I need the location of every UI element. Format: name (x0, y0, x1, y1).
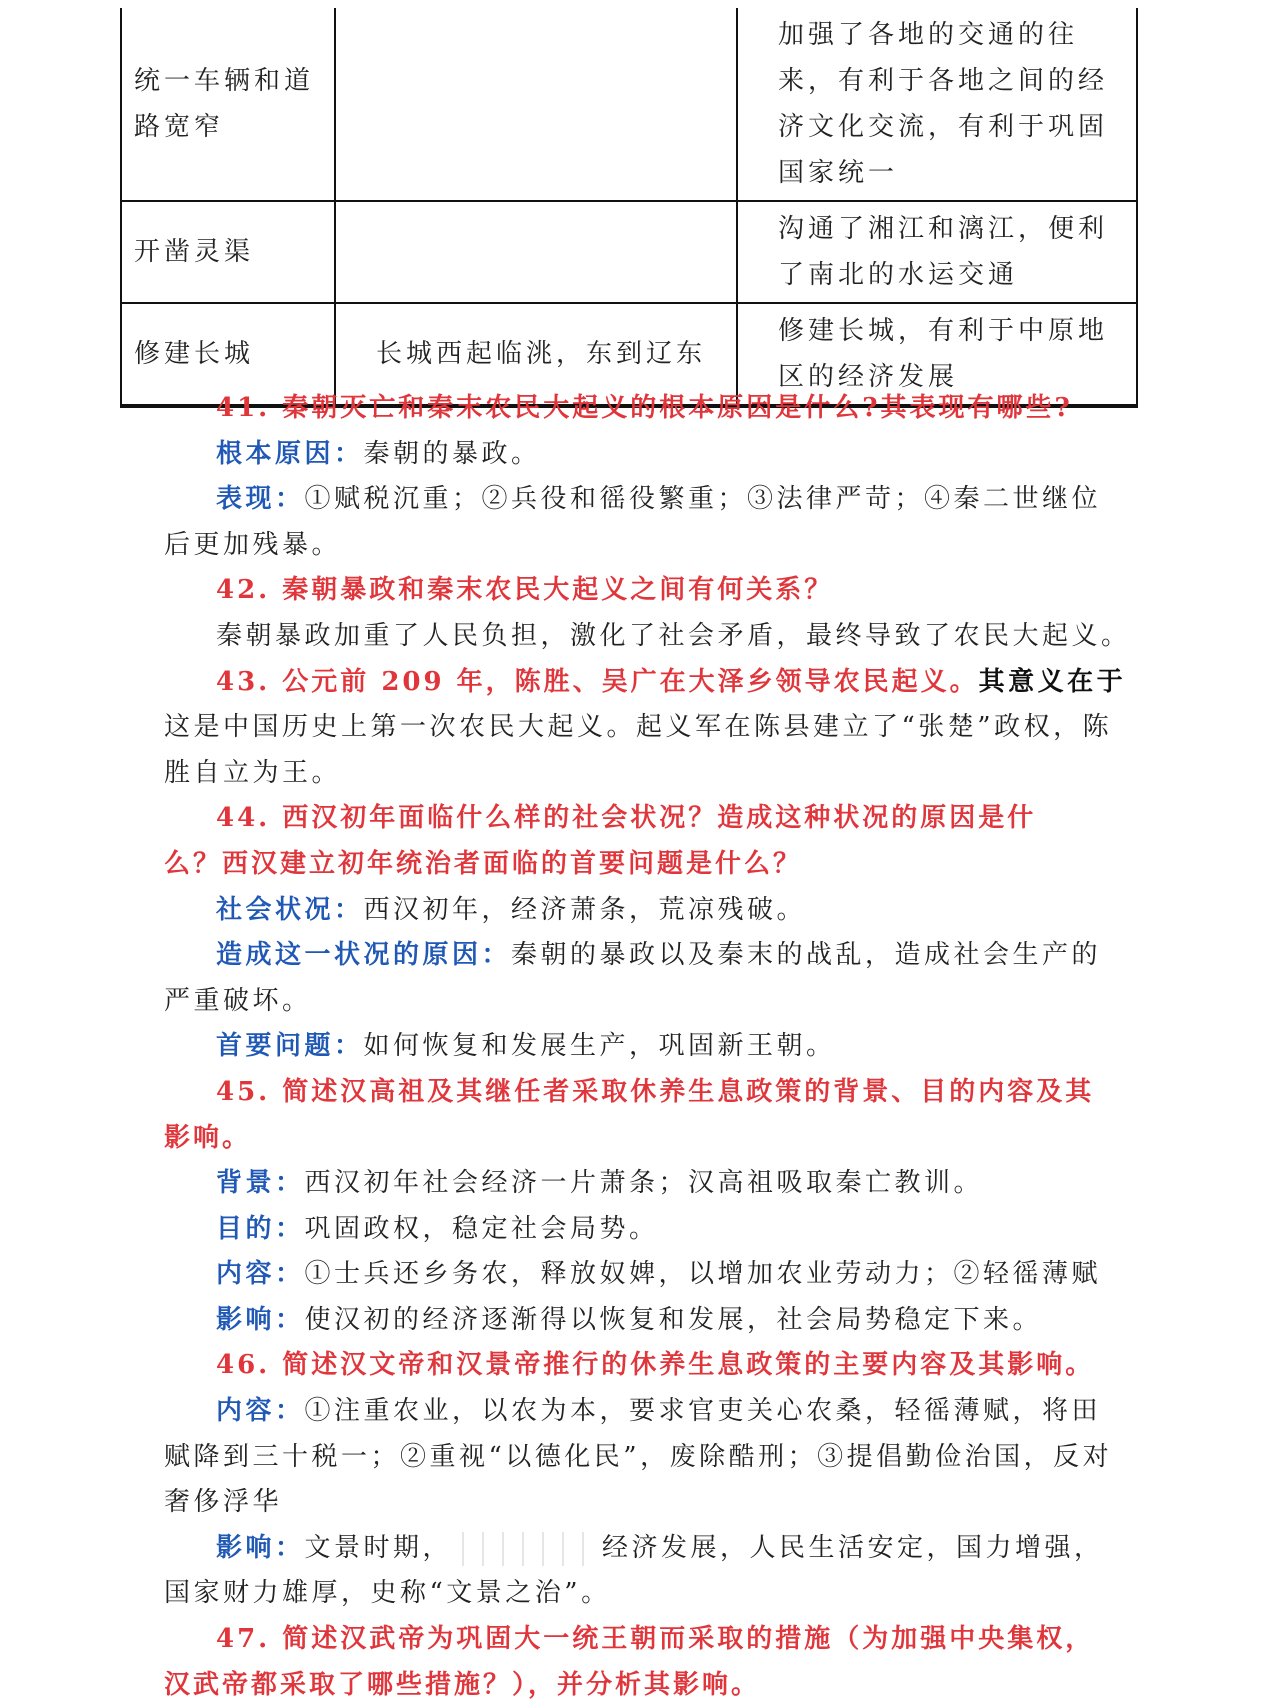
answer-41-cause (164, 432, 1140, 478)
answer-45-bg (164, 1161, 1140, 1207)
bg-text: 西汉初年社会经济一片萧条；汉高祖吸取秦亡教训。 (304, 1168, 984, 1199)
content-text: ①注重农业，以农为本，要求官吏关心农桑，轻徭薄赋，将田 (304, 1396, 1102, 1427)
show-text: ①赋税沉重；②兵役和徭役繁重；③法律严苛；④秦二世继位 (304, 484, 1102, 515)
show-label: 表现： (216, 484, 305, 515)
content-cell (335, 201, 737, 303)
content-label: 内容： (216, 1259, 305, 1290)
answer-42: 秦朝暴政加重了人民负担，激化了社会矛盾，最终导致了农民大起义。 (216, 620, 1131, 651)
measure-cell: 开凿灵渠 (121, 201, 335, 303)
watermark-overlay (452, 1532, 602, 1566)
cause-text: 秦朝的暴政以及秦末的战乱，造成社会生产的 (511, 940, 1102, 971)
measure-cell: 统一车辆和道路宽窄 (121, 8, 335, 201)
answer-46-content (164, 1389, 1140, 1435)
answer-44-cause (164, 933, 1140, 979)
answer-46-effect (164, 1526, 1140, 1572)
effect-cell: 修建长城，有利于中原地区的经济发展 (737, 303, 1137, 406)
answer-43-line2: 胜自立为王。 (164, 757, 342, 788)
effect-text-a: 文景时期， (304, 1532, 453, 1563)
effect-label: 影响： (216, 1304, 305, 1335)
answer-45-effect (164, 1298, 1140, 1344)
question-47-line2: 汉武帝都采取了哪些措施？），并分析其影响。 (164, 1669, 761, 1700)
question-43-bold: 其意义在于 (978, 666, 1127, 697)
question-46: 46. 简述汉文帝和汉景帝推行的休养生息政策的主要内容及其影响。 (216, 1350, 1095, 1381)
answer-46-content-3: 奢侈浮华 (164, 1487, 283, 1518)
cause-label: 造成这一状况的原因： (216, 940, 512, 971)
aim-text: 巩固政权，稳定社会局势。 (304, 1213, 659, 1244)
question-43 (164, 660, 1140, 706)
content-label: 内容： (216, 1396, 305, 1427)
answer-41-show (164, 477, 1140, 523)
question-45-line1: 45. 简述汉高祖及其继任者采取休养生息政策的背景、目的内容及其 (216, 1076, 1095, 1107)
question-41: 41. 秦朝灭亡和秦末农民大起义的根本原因是什么?其表现有哪些? (216, 393, 1073, 423)
answer-46-effect-2: 国家财力雄厚，史称“文景之治”。 (164, 1578, 611, 1609)
question-45-line2: 影响。 (164, 1122, 252, 1153)
aim-label: 目的： (216, 1213, 305, 1244)
content-text: ①士兵还乡务农，释放奴婢，以增加农业劳动力；②轻徭薄赋 (304, 1259, 1102, 1290)
cause-label: 根本原因： (216, 438, 364, 469)
table-row (121, 201, 1137, 303)
effect-cell: 沟通了湘江和漓江，便利了南北的水运交通 (737, 201, 1137, 303)
main-label: 首要问题： (216, 1031, 364, 1062)
measure-cell: 修建长城 (121, 303, 335, 406)
answer-41-show-cont: 后更加残暴。 (164, 529, 342, 560)
social-label: 社会状况： (216, 894, 364, 925)
answer-44-main (164, 1024, 1140, 1070)
answer-44-cause-cont: 严重破坏。 (164, 985, 312, 1016)
effect-cell: 加强了各地的交通的往来，有利于各地之间的经济文化交流，有利于巩固国家统一 (737, 8, 1137, 201)
effect-text: 使汉初的经济逐渐得以恢复和发展，社会局势稳定下来。 (304, 1304, 1043, 1335)
effect-label: 影响： (216, 1532, 305, 1563)
cause-text: 秦朝的暴政。 (363, 438, 541, 469)
main-text: 如何恢复和发展生产，巩固新王朝。 (363, 1031, 836, 1062)
answer-45-aim (164, 1207, 1140, 1253)
table-row (121, 8, 1137, 201)
question-44-line2: 么？西汉建立初年统治者面临的首要问题是什么？ (164, 848, 803, 879)
content-cell: 长城西起临洮，东到辽东 (335, 303, 737, 406)
question-47-line1: 47. 简述汉武帝为巩固大一统王朝而采取的措施（为加强中央集权， (216, 1624, 1095, 1655)
social-text: 西汉初年，经济萧条，荒凉残破。 (363, 894, 807, 925)
answer-46-content-2: 赋降到三十税一；②重视“以德化民”，废除酷刑；③提倡勤俭治国，反对 (164, 1441, 1113, 1472)
answer-43-line1: 这是中国历史上第一次农民大起义。起义军在陈县建立了“张楚”政权，陈 (164, 712, 1113, 743)
bg-label: 背景： (216, 1168, 305, 1199)
question-43-title: 43. 公元前 209 年，陈胜、吴广在大泽乡领导农民起义。 (216, 666, 979, 697)
question-44-line1: 44. 西汉初年面临什么样的社会状况？造成这种状况的原因是什 (216, 803, 1037, 834)
qa-content (164, 386, 1140, 1708)
measures-table (120, 8, 1138, 408)
content-cell (335, 8, 737, 201)
answer-44-social (164, 888, 1140, 934)
effect-text-b: 经济发展，人民生活安定，国力增强， (602, 1532, 1104, 1563)
answer-45-content (164, 1252, 1140, 1298)
question-42: 42. 秦朝暴政和秦末农民大起义之间有何关系？ (216, 575, 834, 606)
